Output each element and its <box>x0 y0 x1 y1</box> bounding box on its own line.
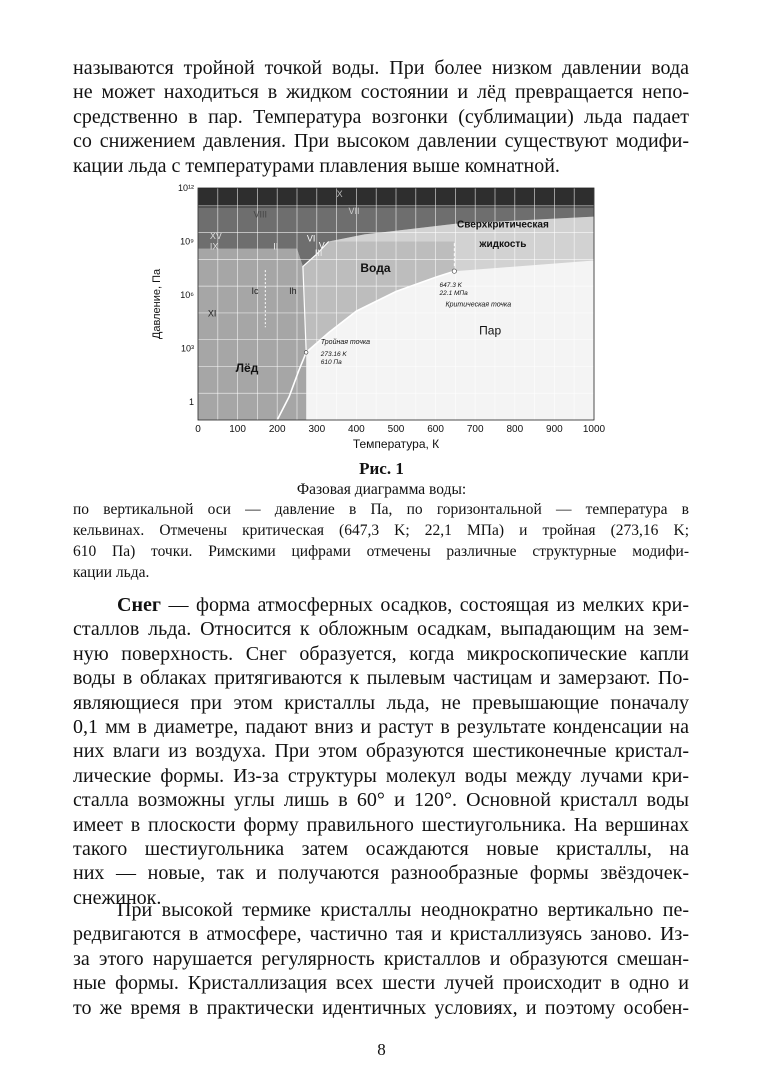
x-tick-label: 400 <box>348 424 365 435</box>
ice-phase-label: IX <box>209 241 219 252</box>
text-line: При высокой термике кристаллы неоднократно вертикально пе- <box>117 899 689 921</box>
text-line: воды в облаках притягиваются к пылевым частицам и замерзают. По- <box>73 667 689 690</box>
text-line: 0,1 мм в диаметре, падают вниз и растут в результате конденсации на <box>73 715 689 738</box>
text-line: такого шестиугольника затем осаждаются новые кристаллы, на <box>73 837 689 860</box>
ice-phase-label: Ic <box>251 286 259 297</box>
y-tick-label: 10¹² <box>177 183 194 193</box>
triple-point-label: Тройная точка <box>320 339 371 347</box>
text-line: кации льда с температурами плавления выше комнатной. <box>73 154 560 177</box>
text-line: сталла возможны углы лишь в 60° и 120°. Основной кристалл воды <box>73 789 689 812</box>
caption-line: кации льда. <box>73 564 150 581</box>
region-label-vapour: Пар <box>479 323 502 338</box>
thermal-paragraph <box>73 898 689 1020</box>
region-label-supercritical-2: жидкость <box>479 238 527 250</box>
phase-diagram-figure <box>150 180 610 455</box>
x-tick-label: 900 <box>546 424 563 435</box>
y-axis-title: Давление, Па <box>151 268 163 340</box>
critical-point-marker <box>452 269 456 273</box>
intro-paragraph <box>73 56 689 178</box>
ice-phase-label: VIII <box>253 209 267 220</box>
x-tick-label: 200 <box>268 424 286 435</box>
x-tick-label: 700 <box>466 424 484 435</box>
ice-phase-label: Ih <box>289 286 297 297</box>
text-line: не может находиться в жидком состоянии и лёд превращается непо- <box>73 81 689 104</box>
y-tick-label: 1 <box>188 397 194 408</box>
figure-caption-subtitle: Фазовая диаграмма воды: <box>296 481 467 498</box>
triple-point-marker <box>304 351 308 355</box>
region-label-ice: Лёд <box>235 360 259 375</box>
text-line: ные формы. Кристаллизация всех шести лучей происходит в одно и <box>73 972 689 995</box>
text-line: них — новые, так и получаются разнообразные формы звёздочек- <box>73 862 689 885</box>
x-tick-label: 0 <box>195 424 201 435</box>
text-line: лические формы. Из-за структуры молекул воды между лучами кри- <box>73 764 689 787</box>
ice-phase-label: X <box>336 188 343 199</box>
x-tick-label: 600 <box>427 424 444 435</box>
x-tick-label: 1000 <box>582 424 606 435</box>
y-tick-label: 10⁶ <box>180 290 194 301</box>
text-line: то же время в практически идентичных условиях, и поэтому особен- <box>73 996 689 1019</box>
text-line: со снижением давления. При высоком давлении существуют модифи- <box>73 130 689 153</box>
text-fragment: — форма атмосферных осадков, состоящая из мелких кри- <box>160 594 689 616</box>
x-tick-label: 100 <box>229 424 246 435</box>
triple-temp-label: 273.16 K <box>320 350 347 358</box>
text-line <box>73 593 689 617</box>
ice-phase-label: V <box>318 240 325 251</box>
text-line: являющиеся при этом кристаллы льда, не превышающие поначалу <box>73 691 689 714</box>
triple-pressure-label: 610 Па <box>320 358 342 366</box>
text-line: имеет в плоскости форму правильного шестиугольника. На вершинах <box>73 813 689 836</box>
region-label-water: Вода <box>360 260 391 275</box>
ice-phase-label: III <box>314 247 323 258</box>
y-tick-label: 10³ <box>180 343 194 354</box>
phase-diagram-chart <box>150 180 610 455</box>
x-axis-title: Температура, К <box>352 437 440 451</box>
text-line: называются тройной точкой воды. При более низком давлении вода <box>73 57 689 79</box>
figure-caption-body <box>73 499 689 583</box>
ice-phase-label: XI <box>207 308 217 319</box>
ice-phase-label: II <box>273 241 279 252</box>
region-label-supercritical: Сверхкритическая <box>456 219 549 231</box>
ice-phase-label: VI <box>306 233 316 244</box>
figure-caption-title: Рис. 1 <box>359 459 404 478</box>
critical-temp-label: 647.3 K <box>439 282 462 290</box>
caption-line: кельвинах. Отмечены критическая (647,3 K; 22,1 МПа) и тройная (273,16 K; <box>73 522 689 539</box>
text-line: них влаги из воздуха. При этом образуются шестиконечные кристал- <box>73 740 689 763</box>
x-tick-label: 500 <box>387 424 405 435</box>
critical-pressure-label: 22.1 МПа <box>439 290 468 298</box>
text-line: ную поверхность. Снег образуется, когда микроскопические капли <box>73 642 689 665</box>
page-number: 8 <box>377 1040 386 1059</box>
text-line: средственно в пар. Температура возгонки (сублимации) льда падает <box>73 105 689 128</box>
caption-line: 610 Па) точки. Римскими цифрами отмечены различные структурные модифи- <box>73 543 689 560</box>
caption-line: по вертикальной оси — давление в Па, по горизонтальной — температура в <box>73 501 689 518</box>
text-line: за этого нарушается регулярность кристаллов и образуются смешан- <box>73 947 689 970</box>
snow-term: Снег <box>117 594 161 616</box>
critical-point-label: Критическая точка <box>445 301 512 309</box>
ice-phase-label: VII <box>348 205 360 216</box>
y-tick-label: 10⁹ <box>180 236 194 247</box>
text-line: снежинок. <box>73 886 162 909</box>
text-line: сталлов льда. Относится к обложным осадкам, выпадающим на зем- <box>73 618 689 641</box>
text-line: редвигаются в атмосфере, частично тая и кристаллизуясь заново. Из- <box>73 923 689 946</box>
x-tick-label: 300 <box>308 424 326 435</box>
snow-paragraph <box>73 593 689 910</box>
x-tick-label: 800 <box>506 424 524 435</box>
ice-phase-label: XV <box>209 230 222 241</box>
